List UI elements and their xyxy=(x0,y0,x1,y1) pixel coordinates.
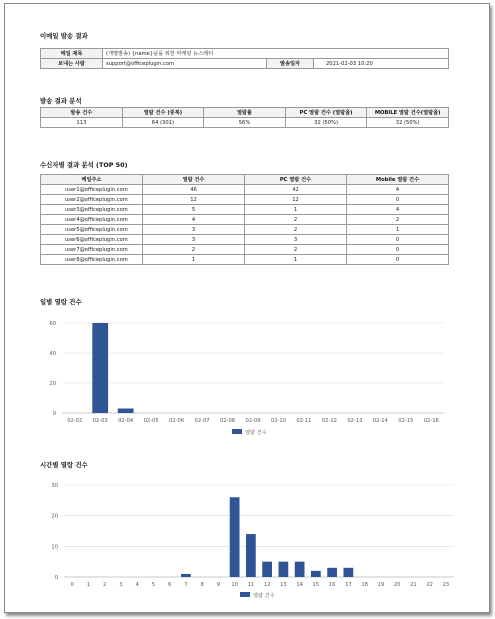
recipient-opens: 46 xyxy=(143,185,245,195)
pc-open: 32 (50%) xyxy=(285,118,367,128)
x-tick-label: 13 xyxy=(280,582,287,588)
recipient-email: user4@officeplugin.com xyxy=(41,215,143,225)
recipient-mobile-opens: 2 xyxy=(347,215,449,225)
subject-label: 메일 제목 xyxy=(41,49,103,59)
bar xyxy=(246,534,256,577)
x-tick-label: 18 xyxy=(361,582,368,588)
x-tick-label: 7 xyxy=(184,582,188,588)
x-tick-label: 10 xyxy=(231,582,238,588)
recipient-mobile-opens: 0 xyxy=(347,245,449,255)
recipient-email: user3@officeplugin.com xyxy=(41,205,143,215)
recipient-opens: 4 xyxy=(143,215,245,225)
x-tick-label: 02-06 xyxy=(169,418,185,424)
bar xyxy=(279,562,289,577)
subject-value: (개별발송) {name}님을 위한 마케팅 뉴스레터 xyxy=(103,49,449,59)
x-tick-label: 2 xyxy=(102,582,107,588)
daily-chart-title: 일별 열람 건수 xyxy=(40,298,82,306)
x-tick-label: 0 xyxy=(70,582,74,588)
bar xyxy=(262,562,272,577)
recipient-pc-opens: 12 xyxy=(245,195,347,205)
x-tick-label: 6 xyxy=(167,582,172,588)
sent-count: 113 xyxy=(41,118,123,128)
y-tick-label: 30 xyxy=(51,483,58,489)
bar xyxy=(181,574,191,577)
x-tick-label: 21 xyxy=(410,582,417,588)
sender-value: support@officeplugin.com xyxy=(103,59,267,69)
sender-label: 보내는 사람 xyxy=(41,59,103,69)
y-tick-label: 40 xyxy=(49,351,56,357)
date-value: 2021-02-03 10:20 xyxy=(314,59,449,69)
y-tick-label: 20 xyxy=(49,381,56,387)
bar xyxy=(311,571,321,577)
legend-label: 열람 건수 xyxy=(245,430,267,436)
recipient-pc-opens: 42 xyxy=(245,185,347,195)
col-email: 메일주소 xyxy=(41,175,143,185)
x-tick-label: 4 xyxy=(135,582,139,588)
recipient-opens: 2 xyxy=(143,245,245,255)
x-tick-label: 02-15 xyxy=(398,418,414,424)
x-tick-label: 02-02 xyxy=(67,418,83,424)
recipient-mobile-opens: 0 xyxy=(347,235,449,245)
open-count: 64 (301) xyxy=(122,118,204,128)
x-tick-label: 9 xyxy=(216,582,221,588)
bar xyxy=(327,568,337,577)
recipient-mobile-opens: 0 xyxy=(347,255,449,265)
y-tick-label: 20 xyxy=(51,513,58,520)
recipient-mobile-opens: 4 xyxy=(347,185,449,195)
recipient-opens: 5 xyxy=(143,205,245,215)
recipient-pc-opens: 1 xyxy=(245,205,347,215)
x-tick-label: 16 xyxy=(328,582,336,588)
recipient-pc-opens: 3 xyxy=(245,235,347,245)
x-tick-label: 8 xyxy=(200,582,204,588)
recipient-pc-opens: 1 xyxy=(245,255,347,265)
recipient-mobile-opens: 4 xyxy=(347,205,449,215)
col-open-rate: 열람률 xyxy=(204,108,286,118)
x-tick-label: 02-03 xyxy=(92,418,108,424)
recipient-mobile-opens: 1 xyxy=(347,225,449,235)
y-tick-label: 60 xyxy=(49,321,56,327)
legend-label: 열람 건수 xyxy=(253,593,275,599)
recipient-email: user8@officeplugin.com xyxy=(41,255,143,265)
bar xyxy=(295,562,305,577)
col-mobile-open: MOBILE 열람 건수(열람율) xyxy=(367,108,449,118)
col-open-count: 열람 건수 (중복) xyxy=(122,108,204,118)
x-tick-label: 1 xyxy=(86,582,91,588)
mobile-open: 32 (50%) xyxy=(367,118,449,128)
x-tick-label: 22 xyxy=(426,582,433,588)
x-tick-label: 23 xyxy=(442,582,450,588)
recipient-opens: 12 xyxy=(143,195,245,205)
x-tick-label: 19 xyxy=(377,582,385,588)
recipient-analysis-title: 수신자별 결과 분석 (TOP 50) xyxy=(40,161,128,169)
col-sent-count: 발송 건수 xyxy=(41,108,123,118)
x-tick-label: 17 xyxy=(345,582,352,588)
bar xyxy=(344,568,354,577)
col-pc-open: PC 열람 건수 (열람율) xyxy=(285,108,367,118)
date-label: 발송일자 xyxy=(267,59,314,69)
recipient-email: user6@officeplugin.com xyxy=(41,235,143,245)
recipient-email: user1@officeplugin.com xyxy=(41,185,143,195)
recipient-pc-opens: 2 xyxy=(245,245,347,255)
col-pc-opens: PC 열람 건수 xyxy=(245,175,347,185)
bar xyxy=(230,497,240,577)
col-mobile-opens: Mobile 열람 건수 xyxy=(347,175,449,185)
x-tick-label: 11 xyxy=(247,582,255,588)
x-tick-label: 02-09 xyxy=(245,418,261,424)
x-tick-label: 15 xyxy=(312,582,320,588)
x-tick-label: 02-12 xyxy=(321,418,337,424)
recipient-opens: 3 xyxy=(143,235,245,245)
hourly-chart-title: 시간별 열람 건수 xyxy=(40,461,88,469)
recipient-pc-opens: 2 xyxy=(245,225,347,235)
recipient-email: user5@officeplugin.com xyxy=(41,225,143,235)
x-tick-label: 5 xyxy=(151,582,156,588)
x-tick-label: 12 xyxy=(263,582,271,588)
y-tick-label: 10 xyxy=(51,544,58,551)
y-tick-label: 0 xyxy=(54,575,58,581)
recipient-opens: 3 xyxy=(143,225,245,235)
x-tick-label: 14 xyxy=(296,582,303,588)
email-result-title: 이메일 발송 결과 xyxy=(40,32,88,40)
x-tick-label: 3 xyxy=(119,582,123,588)
x-tick-label: 02-05 xyxy=(143,418,159,424)
x-tick-label: 02-04 xyxy=(118,418,134,424)
recipient-opens: 1 xyxy=(143,255,245,265)
recipient-email: user7@officeplugin.com xyxy=(41,245,143,255)
recipient-mobile-opens: 0 xyxy=(347,195,449,205)
x-tick-label: 02-10 xyxy=(270,418,287,424)
recipient-pc-opens: 2 xyxy=(245,215,347,225)
x-tick-label: 02-07 xyxy=(194,418,210,424)
x-tick-label: 02-13 xyxy=(347,418,363,424)
send-result-analysis-title: 발송 결과 분석 xyxy=(40,97,82,105)
x-tick-label: 02-16 xyxy=(423,418,439,424)
x-tick-label: 02-08 xyxy=(219,418,236,424)
legend-swatch xyxy=(240,592,250,597)
open-rate: 56% xyxy=(204,118,286,128)
x-tick-label: 02-14 xyxy=(372,418,388,424)
recipient-email: user2@officeplugin.com xyxy=(41,195,143,205)
col-opens: 열람 건수 xyxy=(143,175,245,185)
x-tick-label: 20 xyxy=(393,582,401,588)
y-tick-label: 0 xyxy=(52,411,56,417)
x-tick-label: 02-11 xyxy=(296,418,312,424)
